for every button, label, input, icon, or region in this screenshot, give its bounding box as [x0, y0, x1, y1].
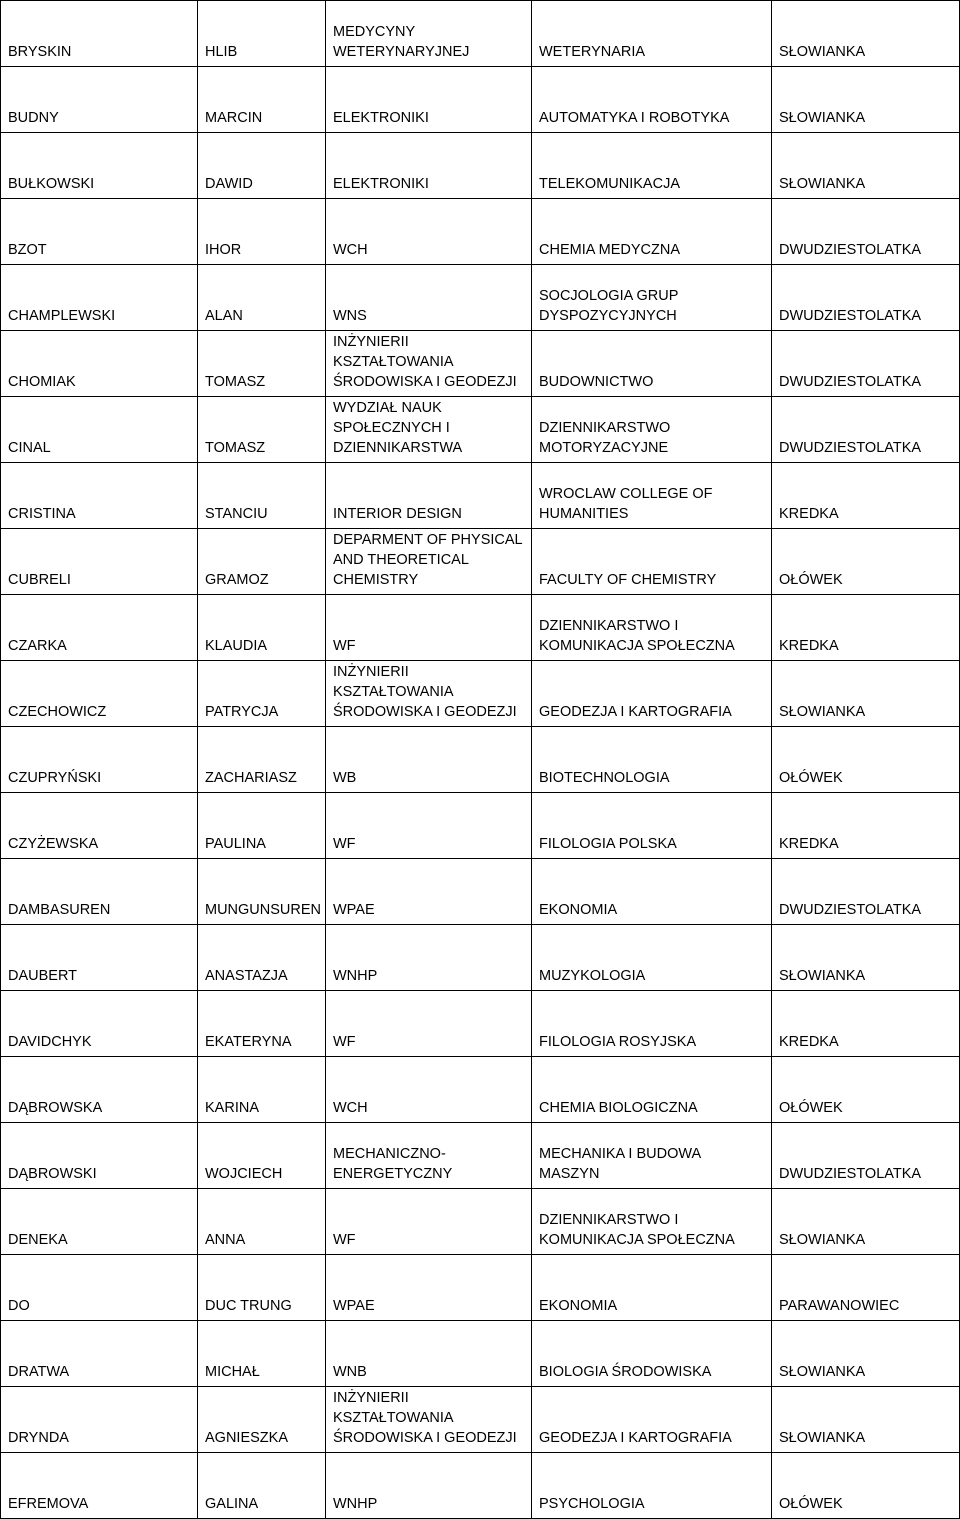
- faculty-cell: WYDZIAŁ NAUK SPOŁECZNYCH I DZIENNIKARSTWA: [326, 397, 532, 463]
- faculty-cell: WCH: [326, 199, 532, 265]
- faculty-cell: WF: [326, 991, 532, 1057]
- faculty-cell: WPAE: [326, 859, 532, 925]
- dorm-cell: KREDKA: [772, 991, 960, 1057]
- table-row: [1, 1321, 960, 1387]
- table-row: [1, 1057, 960, 1123]
- faculty-cell: WNHP: [326, 925, 532, 991]
- name-cell: STANCIU: [198, 463, 326, 529]
- dorm-cell: OŁÓWEK: [772, 529, 960, 595]
- dorm-cell: SŁOWIANKA: [772, 1, 960, 67]
- name-cell: DAWID: [198, 133, 326, 199]
- surname-cell: DRATWA: [1, 1321, 198, 1387]
- dorm-cell: KREDKA: [772, 463, 960, 529]
- table-row: [1, 1123, 960, 1189]
- dorm-cell: KREDKA: [772, 793, 960, 859]
- surname-cell: DENEKA: [1, 1189, 198, 1255]
- surname-cell: DAVIDCHYK: [1, 991, 198, 1057]
- surname-cell: CZARKA: [1, 595, 198, 661]
- table-row: [1, 661, 960, 727]
- name-cell: DUC TRUNG: [198, 1255, 326, 1321]
- dorm-cell: SŁOWIANKA: [772, 925, 960, 991]
- table-row: [1, 397, 960, 463]
- dorm-cell: OŁÓWEK: [772, 1057, 960, 1123]
- surname-cell: BUŁKOWSKI: [1, 133, 198, 199]
- field-cell: WETERYNARIA: [532, 1, 772, 67]
- table-row: [1, 1453, 960, 1519]
- faculty-cell: INTERIOR DESIGN: [326, 463, 532, 529]
- table-row: [1, 793, 960, 859]
- table-row: [1, 331, 960, 397]
- table-row: [1, 265, 960, 331]
- table-row: [1, 199, 960, 265]
- name-cell: KLAUDIA: [198, 595, 326, 661]
- surname-cell: CRISTINA: [1, 463, 198, 529]
- table-row: [1, 1387, 960, 1453]
- table-row: [1, 67, 960, 133]
- dorm-cell: DWUDZIESTOLATKA: [772, 331, 960, 397]
- dorm-cell: OŁÓWEK: [772, 1453, 960, 1519]
- name-cell: EKATERYNA: [198, 991, 326, 1057]
- table-row: [1, 727, 960, 793]
- dorm-cell: SŁOWIANKA: [772, 67, 960, 133]
- table-row: [1, 1, 960, 67]
- name-cell: IHOR: [198, 199, 326, 265]
- surname-cell: DO: [1, 1255, 198, 1321]
- field-cell: SOCJOLOGIA GRUP DYSPOZYCYJNYCH: [532, 265, 772, 331]
- dorm-cell: SŁOWIANKA: [772, 1189, 960, 1255]
- table-row: [1, 1255, 960, 1321]
- dorm-cell: DWUDZIESTOLATKA: [772, 199, 960, 265]
- field-cell: DZIENNIKARSTWO I KOMUNIKACJA SPOŁECZNA: [532, 1189, 772, 1255]
- faculty-cell: WPAE: [326, 1255, 532, 1321]
- surname-cell: DRYNDA: [1, 1387, 198, 1453]
- dorm-cell: OŁÓWEK: [772, 727, 960, 793]
- faculty-cell: ELEKTRONIKI: [326, 133, 532, 199]
- field-cell: DZIENNIKARSTWO MOTORYZACYJNE: [532, 397, 772, 463]
- surname-cell: DAUBERT: [1, 925, 198, 991]
- field-cell: FILOLOGIA POLSKA: [532, 793, 772, 859]
- surname-cell: CZECHOWICZ: [1, 661, 198, 727]
- surname-cell: CUBRELI: [1, 529, 198, 595]
- name-cell: TOMASZ: [198, 331, 326, 397]
- field-cell: FACULTY OF CHEMISTRY: [532, 529, 772, 595]
- field-cell: BUDOWNICTWO: [532, 331, 772, 397]
- dorm-cell: PARAWANOWIEC: [772, 1255, 960, 1321]
- field-cell: GEODEZJA I KARTOGRAFIA: [532, 661, 772, 727]
- faculty-cell: WCH: [326, 1057, 532, 1123]
- field-cell: BIOTECHNOLOGIA: [532, 727, 772, 793]
- table-row: [1, 1189, 960, 1255]
- faculty-cell: WNB: [326, 1321, 532, 1387]
- name-cell: HLIB: [198, 1, 326, 67]
- faculty-cell: INŻYNIERII KSZTAŁTOWANIA ŚRODOWISKA I GEODEZJI: [326, 661, 532, 727]
- faculty-cell: WF: [326, 1189, 532, 1255]
- field-cell: FILOLOGIA ROSYJSKA: [532, 991, 772, 1057]
- name-cell: PATRYCJA: [198, 661, 326, 727]
- faculty-cell: WNS: [326, 265, 532, 331]
- name-cell: ANASTAZJA: [198, 925, 326, 991]
- name-cell: GRAMOZ: [198, 529, 326, 595]
- faculty-cell: WNHP: [326, 1453, 532, 1519]
- name-cell: TOMASZ: [198, 397, 326, 463]
- field-cell: EKONOMIA: [532, 859, 772, 925]
- name-cell: MICHAŁ: [198, 1321, 326, 1387]
- name-cell: ALAN: [198, 265, 326, 331]
- table-row: [1, 859, 960, 925]
- surname-cell: DĄBROWSKI: [1, 1123, 198, 1189]
- dorm-cell: SŁOWIANKA: [772, 1387, 960, 1453]
- faculty-cell: WF: [326, 793, 532, 859]
- field-cell: CHEMIA BIOLOGICZNA: [532, 1057, 772, 1123]
- dorm-cell: DWUDZIESTOLATKA: [772, 397, 960, 463]
- faculty-cell: INŻYNIERII KSZTAŁTOWANIA ŚRODOWISKA I GEODEZJI: [326, 331, 532, 397]
- surname-cell: DAMBASUREN: [1, 859, 198, 925]
- name-cell: MUNGUNSUREN: [198, 859, 326, 925]
- faculty-cell: DEPARMENT OF PHYSICAL AND THEORETICAL CHEMISTRY: [326, 529, 532, 595]
- surname-cell: EFREMOVA: [1, 1453, 198, 1519]
- dorm-cell: SŁOWIANKA: [772, 661, 960, 727]
- dorm-cell: SŁOWIANKA: [772, 133, 960, 199]
- faculty-cell: MECHANICZNO- ENERGETYCZNY: [326, 1123, 532, 1189]
- name-cell: ANNA: [198, 1189, 326, 1255]
- name-cell: KARINA: [198, 1057, 326, 1123]
- name-cell: ZACHARIASZ: [198, 727, 326, 793]
- faculty-cell: MEDYCYNY WETERYNARYJNEJ: [326, 1, 532, 67]
- surname-cell: CZYŻEWSKA: [1, 793, 198, 859]
- surname-cell: CHOMIAK: [1, 331, 198, 397]
- faculty-cell: ELEKTRONIKI: [326, 67, 532, 133]
- faculty-cell: INŻYNIERII KSZTAŁTOWANIA ŚRODOWISKA I GEODEZJI: [326, 1387, 532, 1453]
- table-row: [1, 463, 960, 529]
- name-cell: MARCIN: [198, 67, 326, 133]
- faculty-cell: WB: [326, 727, 532, 793]
- surname-cell: BUDNY: [1, 67, 198, 133]
- field-cell: BIOLOGIA ŚRODOWISKA: [532, 1321, 772, 1387]
- field-cell: WROCLAW COLLEGE OF HUMANITIES: [532, 463, 772, 529]
- table-row: [1, 991, 960, 1057]
- faculty-cell: WF: [326, 595, 532, 661]
- table-row: [1, 133, 960, 199]
- surname-cell: BRYSKIN: [1, 1, 198, 67]
- surname-cell: CHAMPLEWSKI: [1, 265, 198, 331]
- surname-cell: CINAL: [1, 397, 198, 463]
- field-cell: AUTOMATYKA I ROBOTYKA: [532, 67, 772, 133]
- field-cell: MUZYKOLOGIA: [532, 925, 772, 991]
- name-cell: WOJCIECH: [198, 1123, 326, 1189]
- field-cell: PSYCHOLOGIA: [532, 1453, 772, 1519]
- dorm-cell: SŁOWIANKA: [772, 1321, 960, 1387]
- field-cell: MECHANIKA I BUDOWA MASZYN: [532, 1123, 772, 1189]
- field-cell: DZIENNIKARSTWO I KOMUNIKACJA SPOŁECZNA: [532, 595, 772, 661]
- table-row: [1, 529, 960, 595]
- dorm-cell: DWUDZIESTOLATKA: [772, 265, 960, 331]
- surname-cell: CZUPRYŃSKI: [1, 727, 198, 793]
- name-cell: AGNIESZKA: [198, 1387, 326, 1453]
- dorm-cell: KREDKA: [772, 595, 960, 661]
- field-cell: EKONOMIA: [532, 1255, 772, 1321]
- table-row: [1, 925, 960, 991]
- field-cell: CHEMIA MEDYCZNA: [532, 199, 772, 265]
- surname-cell: DĄBROWSKA: [1, 1057, 198, 1123]
- students-table-body: [1, 1, 960, 1519]
- surname-cell: BZOT: [1, 199, 198, 265]
- field-cell: TELEKOMUNIKACJA: [532, 133, 772, 199]
- field-cell: GEODEZJA I KARTOGRAFIA: [532, 1387, 772, 1453]
- table-row: [1, 595, 960, 661]
- dorm-cell: DWUDZIESTOLATKA: [772, 859, 960, 925]
- name-cell: GALINA: [198, 1453, 326, 1519]
- dorm-cell: DWUDZIESTOLATKA: [772, 1123, 960, 1189]
- name-cell: PAULINA: [198, 793, 326, 859]
